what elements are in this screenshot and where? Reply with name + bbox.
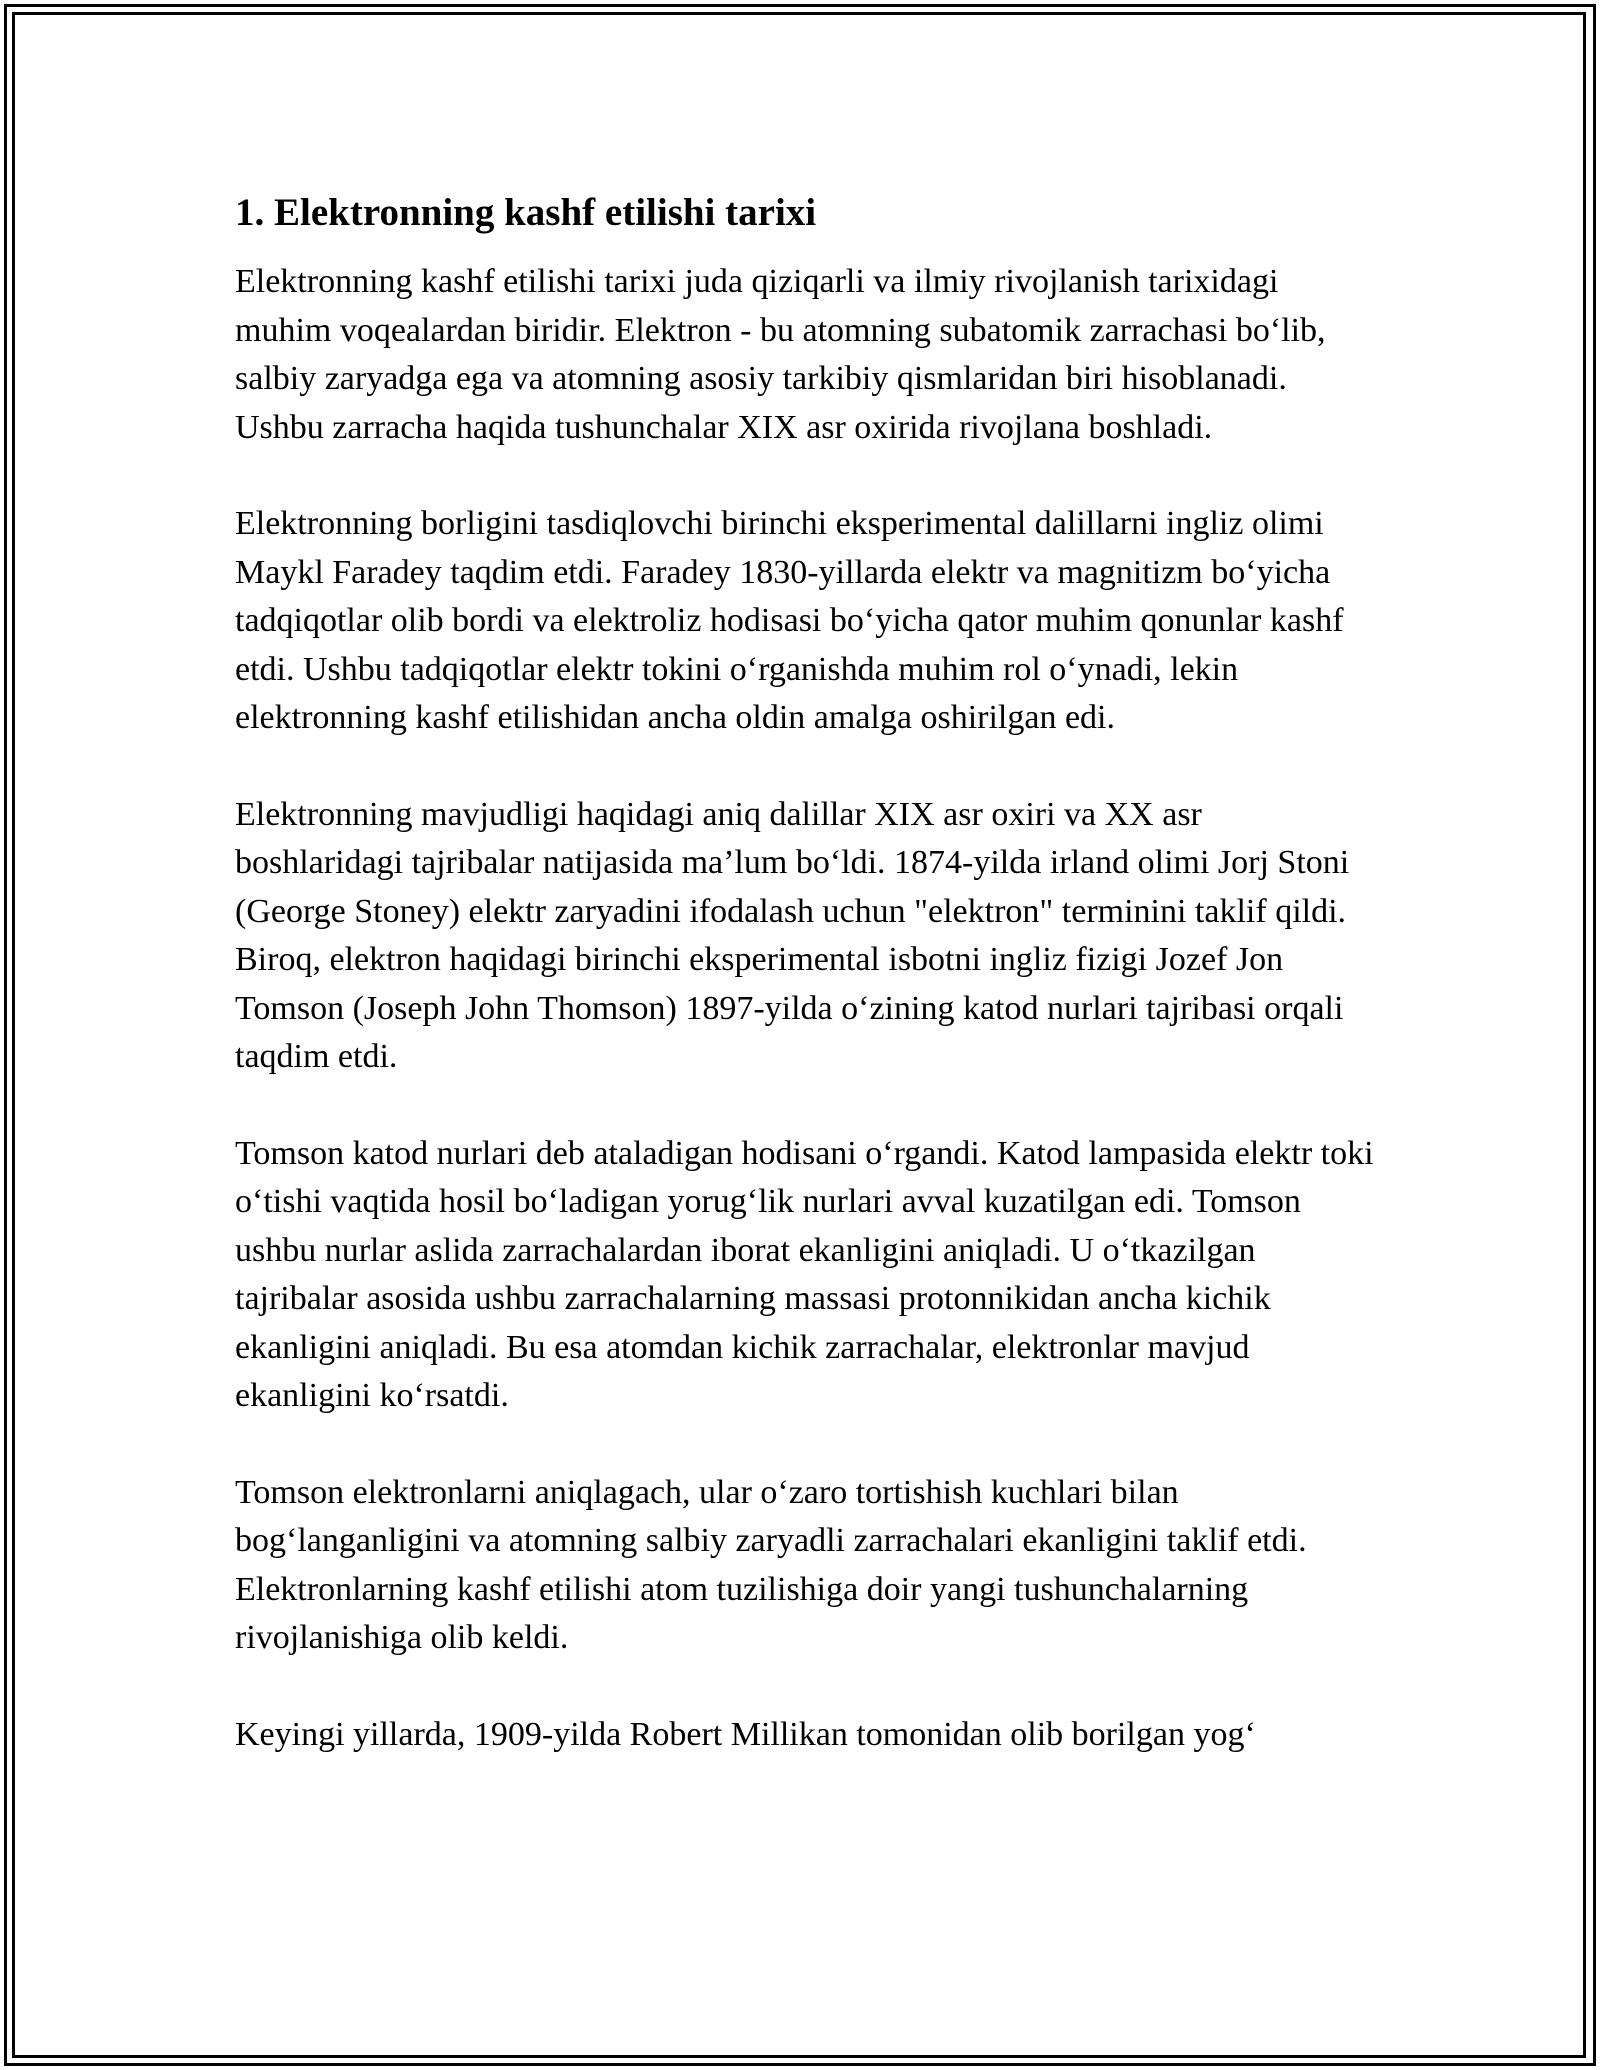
paragraph-cathode-rays: Tomson katod nurlari deb ataladigan hodisani o‘rgandi. Katod lampasida elektr toki o‘tishi vaqtida hosil bo‘ladigan yorug‘lik nurlari avval kuzatilgan edi. Tomson ushbu nurlar aslida zarrachalardan iborat ekanligini aniqladi. U o‘tkazilgan tajribalar asosida ushbu zarrachalarning massasi protonnikidan ancha kichik ekanligini aniqladi. Bu esa atomdan kichik zarrachalar, elektronlar mavjud ekanligini ko‘rsatdi. [235, 1134, 1374, 1414]
paragraph-faraday: Elektronning borligini tasdiqlovchi birinchi eksperimental dalillarni ingliz olimi Maykl Faradey taqdim etdi. Faradey 1830-yillarda elektr va magnitizm bo‘yicha tadqiqotlar olib bordi va elektroliz hodisasi bo‘yicha qator muhim qonunlar kashf etdi. Ushbu tadqiqotlar elektr tokini o‘rganishda muhim rol o‘ynadi, lekin elektronning kashf etilishidan ancha oldin amalga oshirilgan edi. [235, 505, 1344, 736]
section-heading: 1. Elektronning kashf etilishi tarixi [235, 191, 817, 234]
paragraph-millikan: Keyingi yillarda, 1909-yilda Robert Millikan tomonidan olib borilgan yog‘ [235, 1715, 1256, 1753]
paragraph-intro: Elektronning kashf etilishi tarixi juda qiziqarli va ilmiy rivojlanish tarixidagi muhim voqealardan biridir. Elektron - bu atomning subatomik zarrachasi bo‘lib, salbiy zaryadga ega va atomning asosiy tarkibiy qismlaridan biri hisoblanadi. Ushbu zarracha haqida tushunchalar XIX asr oxirida rivojlana boshladi. [235, 263, 1326, 446]
paragraph-thomson-conclusion: Tomson elektronlarni aniqlagach, ular o‘zaro tortishish kuchlari bilan bog‘langanligini va atomning salbiy zaryadli zarrachalari ekanligini taklif etdi. Elektronlarning kashf etilishi atom tuzilishiga doir yangi tushunchalarning rivojlanishiga olib keldi. [235, 1473, 1307, 1656]
document-body [235, 188, 1375, 1807]
paragraph-evidence: Elektronning mavjudligi haqidagi aniq dalillar XIX asr oxiri va XX asr boshlaridagi tajribalar natijasida ma’lum bo‘ldi. 1874-yilda irland olimi Jorj Stoni (George Stoney) elektr zaryadini ifodalash uchun "elektron" terminini taklif qildi. Biroq, elektron haqidagi birinchi eksperimental isbotni ingliz fizigi Jozef Jon Tomson (Joseph John Thomson) 1897-yilda o‘zining katod nurlari tajribasi orqali taqdim etdi. [235, 795, 1350, 1075]
